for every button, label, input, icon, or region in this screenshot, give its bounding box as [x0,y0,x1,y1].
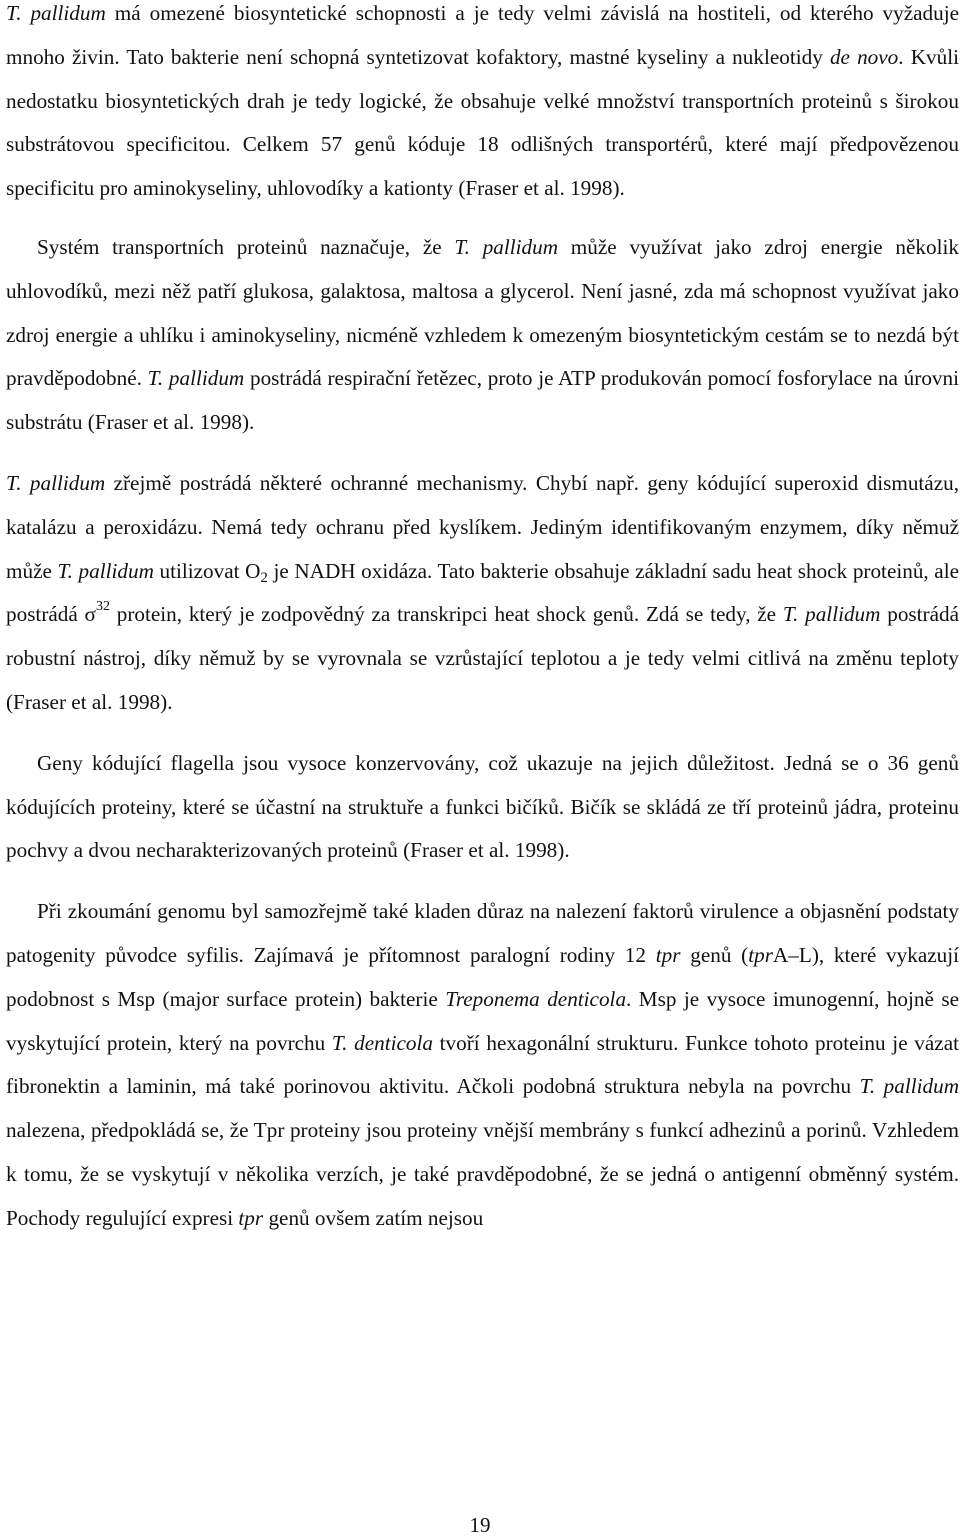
text-run: Při zkoumání genomu byl samozřejmě také kladen důraz na nalezení faktorů virulence a objasnění podstaty patogenity původce syfilis. Zajímavá je přítomnost paralogní rodiny 12 [6,899,959,967]
italic-text: T. pallidum [859,1074,959,1099]
italic-text: tpr [655,942,681,967]
text-run: . Msp je vysoce imunogenní, hojně se vyskytující protein, který na povrchu [6,986,959,1055]
text-run: nalezena, předpokládá se, že Tpr proteiny jsou proteiny vnější membrány s funkcí adhezinů a porinů. Vzhledem k tomu, že se vyskytují v několika verzích, je také pravděpodobné, že se jedná o antigenní obměnný systém. Pochody regulující expresi [6,1118,959,1230]
text-run: Geny kódující flagella jsou vysoce konzervovány, což ukazuje na jejich důležitost. Jedná se o 36 genů kódujících proteiny, které se účastní na struktuře a funkci bičíků. Bičík se skládá ze tří proteinů jádra, proteinu pochvy a dvou necharakterizovaných proteinů (Fraser et al. 1998). [6,750,959,863]
text-run: Systém transportních proteinů naznačuje, že [37,234,455,259]
subscript-text: 2 [260,569,268,586]
italic-text: T. denticola [331,1030,433,1055]
paragraph-5 [6,890,959,1240]
text-run: může využívat jako zdroj energie několik uhlovodíků, mezi něž patří glukosa, galaktosa, maltosa a glycerol. Není jasné, zda má schopnost využívat jako zdroj energie a uhlíku i aminokyseliny, nicméně vzhledem k omezeným biosyntetickým cestám se to nezdá být pravděpodobné. [6,234,959,391]
italic-text: tpr [238,1205,264,1230]
paragraph-1 [6,0,959,211]
text-run: . Kvůli nedostatku biosyntetických drah je tedy logické, že obsahuje velké množství transportních proteinů s širokou substrátovou specificitou. Celkem 57 genů kóduje 18 odlišných transportérů, které mají předpovězenou specificitu pro aminokyseliny, uhlovodíky a kationty (Fraser et al. 1998). [6,44,959,201]
document-page [6,0,959,1241]
italic-text: de novo [829,44,899,69]
text-run: genů ovšem zatím nejsou [263,1205,484,1230]
text-run: tvoří hexagonální strukturu. Funkce tohoto proteinu je vázat fibronektin a laminin, má také porinovou aktivitu. Ačkoli podobná struktura nebyla na povrchu [6,1030,959,1099]
text-run: postrádá robustní nástroj, díky němuž by se vyrovnala se vzrůstající teplotou a je tedy velmi citlivá na změnu teploty (Fraser et al. 1998). [6,602,960,714]
text-run: zřejmě postrádá některé ochranné mechanismy. Chybí např. geny kódující superoxid dismutázu, katalázu a peroxidázu. Nemá tedy ochranu před kyslíkem. Jediným identifikovaným enzymem, díky němuž může [6,470,960,583]
italic-text: tpr [748,942,773,967]
italic-text: T. pallidum [147,366,245,391]
text-run: je NADH oxidáza. Tato bakterie obsahuje základní sadu heat shock proteinů, ale postrádá σ [6,558,960,627]
text-run: postrádá respirační řetězec, proto je ATP produkován pomocí fosforylace na úrovni substrátu (Fraser et al. 1998). [6,366,959,435]
text-run: A–L), které vykazují podobnost s Msp (major surface protein) bakterie [6,942,959,1011]
superscript-text: 32 [95,599,110,615]
italic-text: T. pallidum [57,558,154,583]
text-run: utilizovat O [153,558,261,583]
italic-text: T. pallidum [6,470,106,495]
paragraph-3 [6,462,959,725]
page-number: 19 [469,1513,491,1537]
text-run: má omezené biosyntetické schopnosti a je tedy velmi závislá na hostiteli, od kterého vyžaduje mnoho živin. Tato bakterie není schopná syntetizovat kofaktory, mastné kyseliny a nukleotidy [6,1,959,69]
text-run: protein, který je zodpovědný za transkripci heat shock genů. Zdá se tedy, že [109,602,783,627]
paragraph-4 [6,742,959,873]
text-run: genů ( [680,942,749,967]
paragraph-2 [6,226,959,445]
italic-text: T. pallidum [454,234,559,259]
italic-text: T. pallidum [6,1,106,25]
italic-text: Treponema denticola [445,986,627,1011]
italic-text: T. pallidum [782,602,881,627]
